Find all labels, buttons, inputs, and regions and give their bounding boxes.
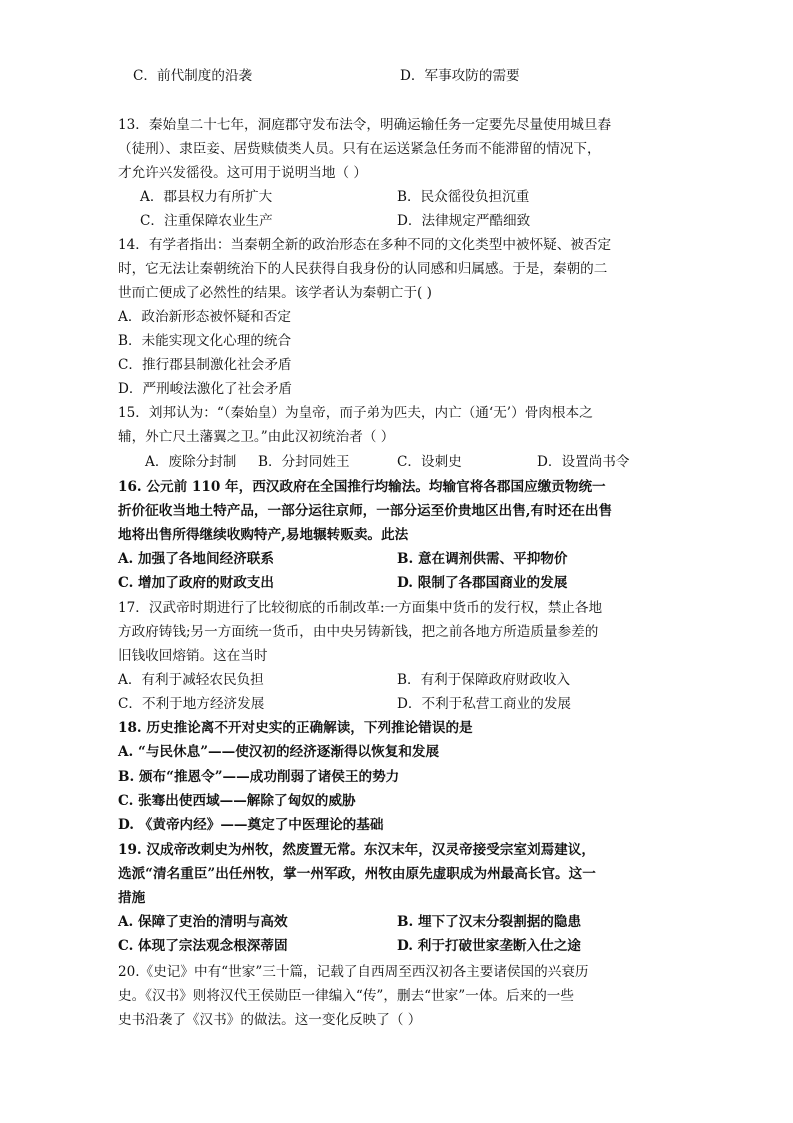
q20-stem-line-1: 20.《史记》中有“世家”三十篇，记载了自西周至西汉初各主要诸侯国的兴衰历 xyxy=(118,964,589,980)
q15-option-d: D．设置尚书令 xyxy=(537,454,630,470)
q13-option-b: B．民众徭役负担沉重 xyxy=(397,189,530,205)
q18-option-a: A. “与民休息”——使汉初的经济逐渐得以恢复和发展 xyxy=(118,744,440,760)
q13-stem-line-1: 13．秦始皇二十七年，洞庭郡守发布法令，明确运输任务一定要先尽量使用城旦舂 xyxy=(118,117,612,133)
q19-option-d: D. 利于打破世家垄断入仕之途 xyxy=(397,938,581,954)
q12-option-d: D．军事攻防的需要 xyxy=(400,68,520,84)
q19-stem-line-2: 选派“清名重臣”出任州牧，掌一州军政，州牧由原先虚职成为州最高长官。这一 xyxy=(118,866,596,882)
q18-stem-line-1: 18. 历史推论离不开对史实的正确解读，下列推论错误的是 xyxy=(118,720,473,736)
q17-stem-line-3: 旧钱收回熔销。这在当时 xyxy=(118,648,268,664)
q17-option-c: C．不利于地方经济发展 xyxy=(118,696,265,712)
q16-option-d: D. 限制了各郡国商业的发展 xyxy=(397,575,568,591)
q14-option-b: B．未能实现文化心理的统合 xyxy=(118,333,292,349)
q13-option-a: A．郡县权力有所扩大 xyxy=(140,189,273,205)
q19-option-b: B. 埋下了汉末分裂割据的隐患 xyxy=(397,914,582,930)
q20-stem-line-3: 史书沿袭了《汉书》的做法。这一变化反映了（ ） xyxy=(118,1012,422,1028)
q16-stem-line-2: 折价征收当地土特产品，一部分运往京师，一部分运至价贵地区出售,有时还在出售 xyxy=(118,503,613,519)
q20-stem-line-2: 史。《汉书》则将汉代王侯勋臣一律编入“传”，删去“世家”一体。后来的一些 xyxy=(118,988,574,1004)
q18-option-b: B. 颁布“推恩令”——成功削弱了诸侯王的势力 xyxy=(118,769,400,785)
q13-option-d: D．法律规定严酷细致 xyxy=(397,213,531,229)
q19-option-a: A. 保障了吏治的清明与高效 xyxy=(118,914,288,930)
q17-option-b: B．有利于保障政府财政收入 xyxy=(397,672,571,688)
q14-option-a: A．政治新形态被怀疑和否定 xyxy=(118,309,291,325)
q12-option-c: C．前代制度的沿袭 xyxy=(133,68,253,84)
q17-option-a: A．有利于减轻农民负担 xyxy=(118,672,264,688)
q19-stem-line-1: 19. 汉成帝改刺史为州牧，然废置无常。东汉末年，汉灵帝接受宗室刘焉建议， xyxy=(118,842,595,858)
q14-option-c: C．推行郡县制激化社会矛盾 xyxy=(118,357,292,373)
q16-stem-line-3: 地将出售所得继续收购特产,易地辗转贩卖。此法 xyxy=(118,527,409,543)
q15-stem-line-2: 辅，外亡尺土藩翼之卫。”由此汉初统治者（ ） xyxy=(118,429,395,445)
q17-stem-line-1: 17．汉武帝时期进行了比较彻底的币制改革:一方面集中货币的发行权，禁止各地 xyxy=(118,600,603,616)
q13-stem-line-2: （徒刑）、隶臣妾、居赀赎债类人员。只有在运送紧急任务而不能滞留的情况下， xyxy=(118,141,601,157)
q15-option-b: B．分封同姓王 xyxy=(258,454,350,470)
q14-stem-line-2: 时，它无法让秦朝统治下的人民获得自我身份的认同感和归属感。于是，秦朝的二 xyxy=(118,261,608,277)
q14-stem-line-3: 世而亡便成了必然性的结果。该学者认为秦朝亡于( ) xyxy=(118,285,432,301)
q13-option-c: C．注重保障农业生产 xyxy=(140,213,273,229)
q15-option-c: C．设刺史 xyxy=(397,454,462,470)
q18-option-c: C. 张骞出使西域——解除了匈奴的威胁 xyxy=(118,793,356,809)
q15-option-a: A．废除分封制 xyxy=(145,454,237,470)
q15-stem-line-1: 15．刘邦认为：“（秦始皇）为皇帝，而子弟为匹夫，内亡（通‘无’）骨肉根本之 xyxy=(118,405,593,421)
q14-stem-line-1: 14．有学者指出：当秦朝全新的政治形态在多种不同的文化类型中被怀疑、被否定 xyxy=(118,237,612,253)
q16-option-b: B. 意在调剂供需、平抑物价 xyxy=(397,551,568,567)
q18-option-d: D. 《黄帝内经》——奠定了中医理论的基础 xyxy=(118,817,384,833)
q16-option-a: A. 加强了各地间经济联系 xyxy=(118,551,274,567)
q19-option-c: C. 体现了宗法观念根深蒂固 xyxy=(118,938,288,954)
q14-option-d: D．严刑峻法激化了社会矛盾 xyxy=(118,381,293,397)
q16-option-c: C. 增加了政府的财政支出 xyxy=(118,575,274,591)
q13-stem-line-3: 才允许兴发徭役。这可用于说明当地（ ） xyxy=(118,165,368,181)
q17-option-d: D．不利于私营工商业的发展 xyxy=(397,696,572,712)
q19-stem-line-3: 措施 xyxy=(118,890,146,906)
q16-stem-line-1: 16. 公元前 110 年，西汉政府在全国推行均输法。均输官将各郡国应缴贡物统一 xyxy=(118,479,606,495)
q17-stem-line-2: 方政府铸钱;另一方面统一货币，由中央另铸新钱，把之前各地方所造质量参差的 xyxy=(118,624,599,640)
